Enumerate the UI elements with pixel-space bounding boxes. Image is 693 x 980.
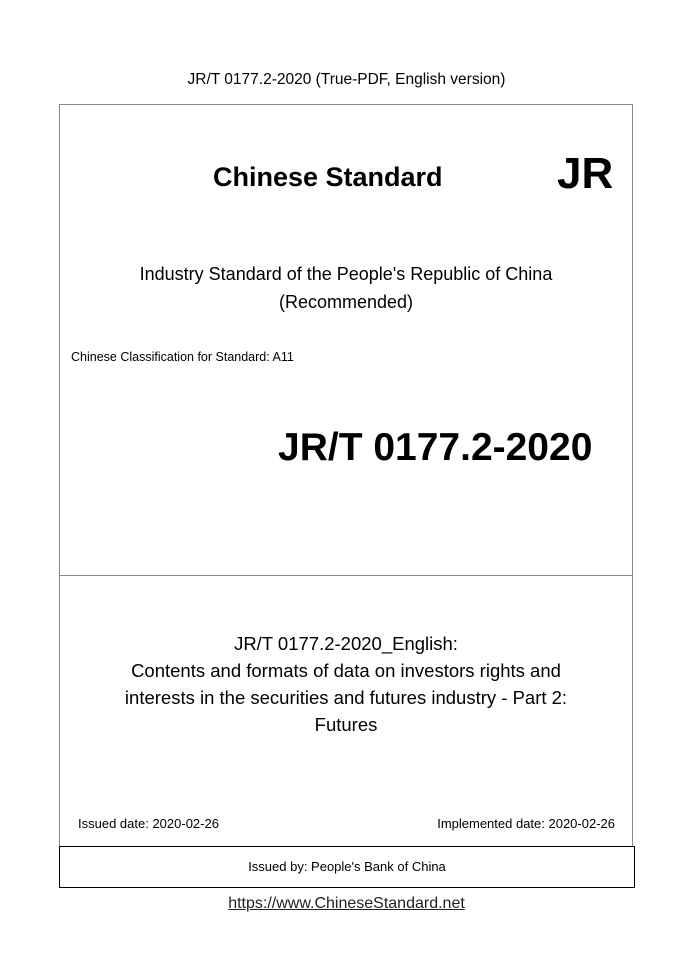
document-title-line: JR/T 0177.2-2020_English: — [234, 633, 458, 654]
standard-number: JR/T 0177.2-2020 — [278, 426, 593, 469]
document-title-line: Futures — [314, 714, 378, 735]
cover-frame — [59, 104, 633, 887]
cover-title: Chinese Standard — [213, 162, 443, 192]
implemented-date: Implemented date: 2020-02-26 — [437, 816, 615, 831]
document-title-line: interests in the securities and futures industry - Part 2: — [124, 687, 568, 708]
footer-website-link[interactable]: https://www.ChineseStandard.net — [228, 895, 465, 912]
industry-standard-heading — [60, 260, 632, 316]
industry-line-1: Industry Standard of the People's Republic of China — [139, 264, 553, 284]
issued-date: Issued date: 2020-02-26 — [78, 816, 219, 831]
section-divider — [60, 575, 632, 576]
cover-top-section — [60, 105, 632, 576]
document-title-line: Contents and formats of data on investors rights and — [131, 660, 561, 681]
industry-line-2: (Recommended) — [278, 292, 414, 312]
document-title — [60, 630, 632, 738]
page-header: JR/T 0177.2-2020 (True-PDF, English version) — [187, 71, 506, 88]
classification-label: Chinese Classification for Standard: A11 — [71, 350, 294, 364]
issued-by-box: Issued by: People's Bank of China — [59, 846, 635, 888]
jr-mark: JR — [557, 149, 614, 198]
